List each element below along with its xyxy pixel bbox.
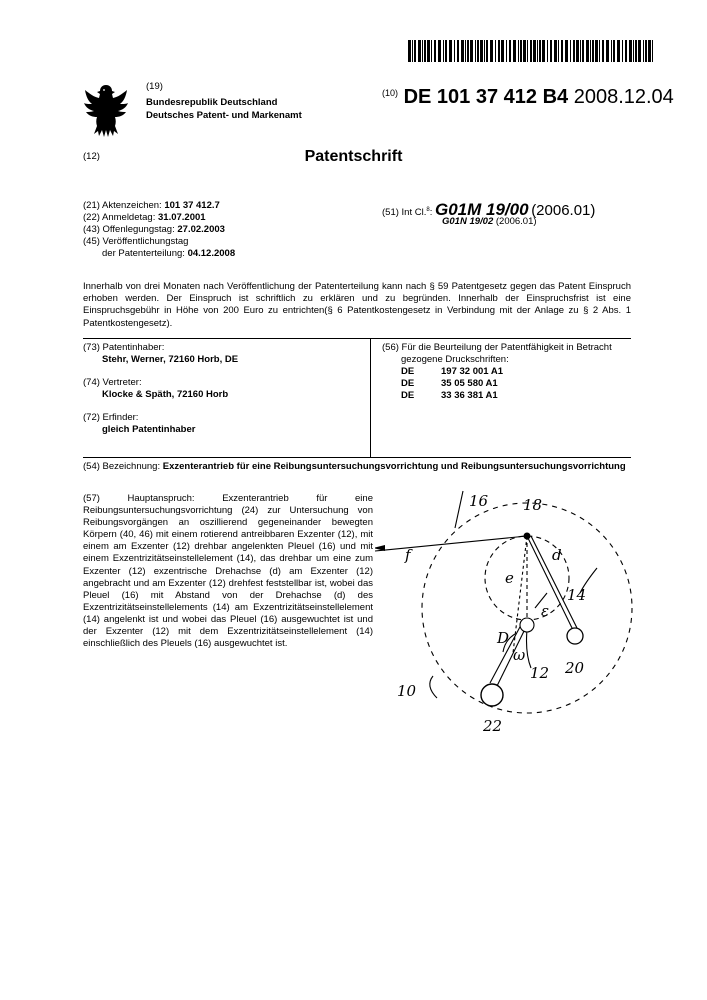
citation-item: DE 35 05 580 A1 xyxy=(401,378,498,389)
opposition-notice: Innerhalb von drei Monaten nach Veröffentlichung der Patenterteilung kann nach § 59 Patentgesetz gegen das Patent Einspruch erhoben werden. Der Einspruch ist schriftlich zu erklären und zu begründen. Innerhalb der Einspruchsfrist ist eine Einspruchsgebühr in Höhe von 200 Euro zu entrichten(§ 6 Patentkostengesetz in Verbindung mit der Anlage zu § 2 Abs. 1 Patentkostengesetz). xyxy=(83,281,631,329)
inid-19: (19) xyxy=(146,81,163,92)
grant-publication-label: (45) Veröffentlichungstag xyxy=(83,236,189,247)
ipc-classification: (51) Int Cl.$^8$: G01M 19/00 (2006.01) xyxy=(382,200,596,219)
parties-column: (73) Patentinhaber: Stehr, Werner, 72160 Horb, DE (74) Vertreter: Klocke & Späth, 72160 Horb (72) Erfinder: gleich Patentinhaber xyxy=(83,342,363,436)
ipc-secondary-class: G01N 19/02 (2006.01) xyxy=(442,216,537,227)
weight-20 xyxy=(567,628,583,644)
representative: Klocke & Späth, 72160 Horb xyxy=(102,389,229,400)
label-e: e xyxy=(505,569,514,587)
document-number: DE 101 37 412 B4 xyxy=(403,86,569,108)
label-epsilon: ε xyxy=(541,602,550,620)
label-22: 22 xyxy=(483,717,503,735)
patent-drawing xyxy=(375,488,640,760)
barcode xyxy=(408,40,653,62)
weight-22 xyxy=(481,684,503,706)
citation-item: DE 197 32 001 A1 xyxy=(401,366,503,377)
label-20: 20 xyxy=(565,659,585,677)
label-D: D xyxy=(497,629,510,647)
label-18: 18 xyxy=(523,496,543,514)
patent-owner: Stehr, Werner, 72160 Horb, DE xyxy=(102,354,239,365)
office-name: Deutsches Patent- und Markenamt xyxy=(146,110,302,121)
inventor: gleich Patentinhaber xyxy=(102,424,196,435)
grant-date-row: der Patenterteilung: 04.12.2008 xyxy=(102,248,236,259)
federal-eagle-logo xyxy=(82,82,130,140)
label-f: f xyxy=(405,546,411,564)
document-date: 2008.12.04 xyxy=(573,86,674,108)
filing-date-row: (22) Anmeldetag: 31.07.2001 xyxy=(83,212,206,223)
center-D xyxy=(520,618,534,632)
main-claim: (57) Hauptanspruch: Exzenterantrieb für eine Reibungsuntersuchungsvorrichtung (24) zur Untersuchung von Reibungsvorgängen an oszillierend gegeneinander bewegten Körpern (40, 46) mit einem rotierend antreibbaren Exzenter (12), mit einem am Exzenter (12) drehbar angelenkten Pleuel (16) und mit einem Exzentrizitätseinstellelement (14), das drehbar um eine zum Exzenter (12) exzentrische Drehachse (d) am Exzenter (12) angebracht und am Exzenter (12) drehfest feststellbar ist, wobei das Pleuel (16) mit Abstand von der Drehachse (d) des Exzentrizitätseinstellelements (14) am Exzentrizitätseinstellelement (14) angelenkt ist und wobei das Pleuel (16) ausgewuchtet ist und der Exzenter (12) mit dem Exzentrizitätseinstellelement (14) einschließlich des Pleuels (16) ausgewuchtet ist. xyxy=(83,493,373,650)
application-number-row: (21) Aktenzeichen: 101 37 412.7 xyxy=(83,200,220,211)
citations-column: (56) Für die Beurteilung der Patentfähigkeit in Betracht gezogene Druckschriften: DE 197 32 001 A1 DE 35 05 580 A1 DE 33 36 381 A1 xyxy=(382,342,632,402)
inid-10: (10) xyxy=(382,88,399,98)
inid-12: (12) xyxy=(83,151,100,162)
connecting-rod-16 xyxy=(375,536,527,551)
label-12: 12 xyxy=(530,664,550,682)
ipc-main-class: G01M 19/00 xyxy=(434,200,529,219)
label-omega: ω xyxy=(513,646,526,664)
document-number-line xyxy=(382,86,674,109)
pivot-18 xyxy=(524,533,531,540)
label-14: 14 xyxy=(567,586,587,604)
publication-date-row: (43) Offenlegungstag: 27.02.2003 xyxy=(83,224,225,235)
label-d: d xyxy=(552,546,562,564)
invention-title: (54) Bezeichnung: Exzenterantrieb für eine Reibungsuntersuchungsvorrichtung und Reibungsuntersuchungsvorrichtung xyxy=(83,461,626,472)
bibliographic-data xyxy=(83,200,235,260)
document-type: Patentschrift xyxy=(304,148,403,165)
citation-item: DE 33 36 381 A1 xyxy=(401,390,498,401)
country-name: Bundesrepublik Deutschland xyxy=(146,97,278,108)
label-10: 10 xyxy=(397,682,417,700)
label-16: 16 xyxy=(469,492,489,510)
parties-citations-table xyxy=(83,338,631,458)
